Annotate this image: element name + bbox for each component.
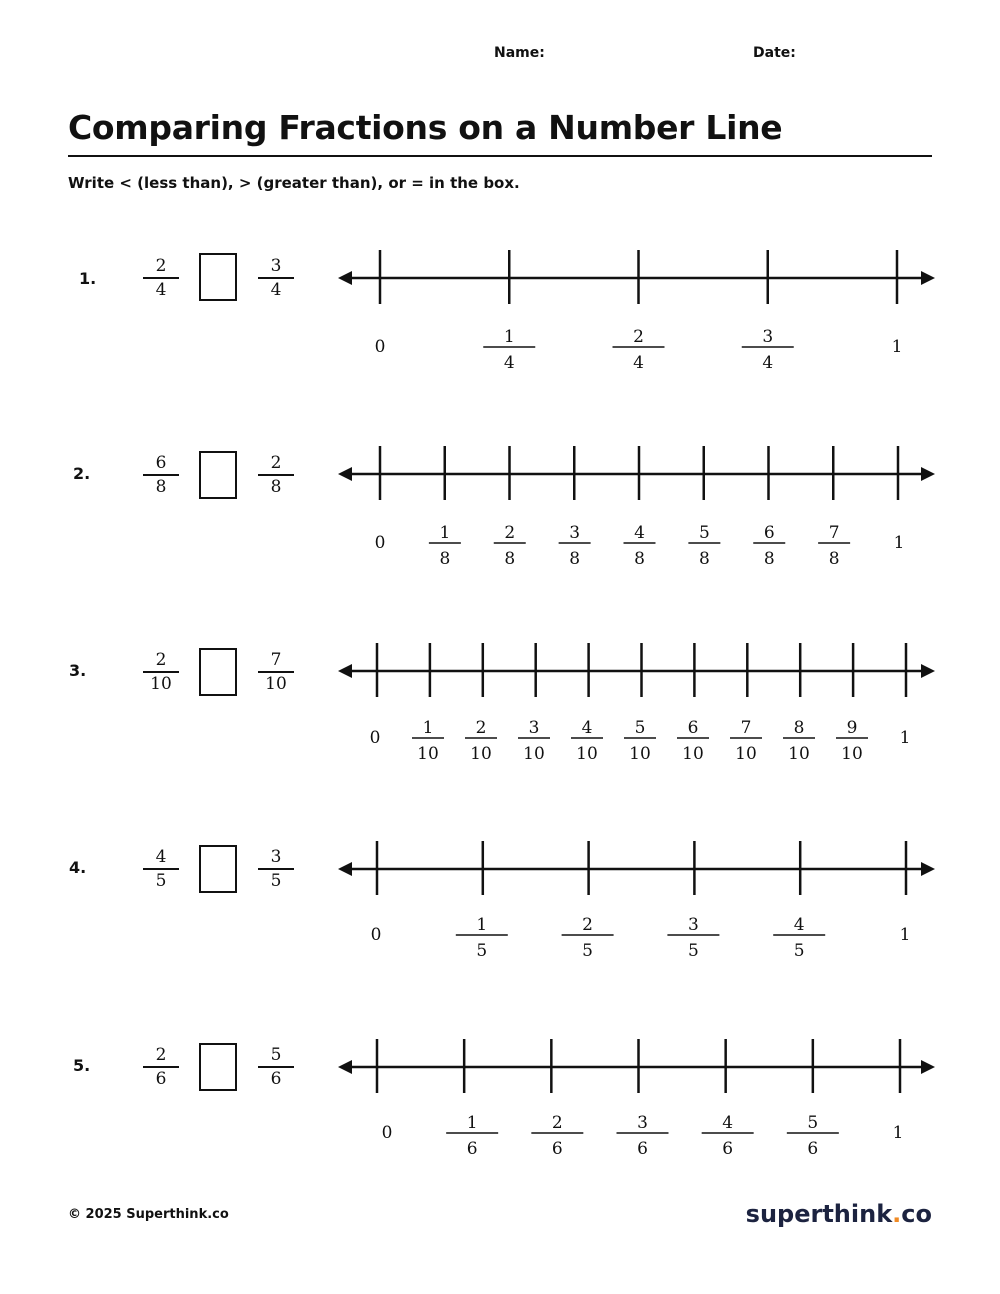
tick-label-denominator: 8 (828, 549, 840, 569)
brand-logo (746, 1200, 932, 1228)
problem-number: 5. (73, 1056, 91, 1075)
tick-label-numerator: 7 (828, 523, 840, 543)
tick-label-denominator: 6 (466, 1139, 478, 1159)
tick-label-denominator: 8 (634, 549, 645, 569)
problem-5 (0, 1018, 1000, 1168)
right-arrow (921, 1060, 935, 1074)
tick-label: 0 (381, 1123, 393, 1143)
tick-label-numerator: 5 (634, 718, 646, 738)
denominator: 4 (270, 279, 282, 300)
tick-label-denominator: 10 (523, 744, 545, 764)
problem-number: 1. (79, 269, 97, 288)
denominator: 6 (270, 1068, 282, 1089)
number-line (0, 623, 1000, 773)
tick-label-numerator: 1 (476, 915, 488, 935)
tick-label-numerator: 2 (504, 523, 516, 543)
denominator: 6 (155, 1068, 167, 1089)
tick-label-denominator: 6 (551, 1139, 563, 1159)
tick-label-numerator: 4 (722, 1113, 734, 1133)
tick-label-denominator: 8 (763, 549, 775, 569)
right-arrow (921, 467, 935, 481)
tick-label-numerator: 4 (634, 523, 645, 543)
tick-label: 0 (370, 925, 382, 945)
tick-label-numerator: 2 (551, 1113, 563, 1133)
tick-label: 1 (899, 925, 911, 945)
tick-label-denominator: 5 (476, 941, 488, 961)
problem-2 (0, 426, 1000, 576)
tick-label-numerator: 3 (637, 1113, 648, 1133)
problem-4 (0, 820, 1000, 970)
tick-label-numerator: 5 (698, 523, 710, 543)
number-line (0, 230, 1000, 380)
tick-label-denominator: 8 (439, 549, 451, 569)
right-arrow (921, 271, 935, 285)
tick-label-denominator: 10 (735, 744, 757, 764)
tick-label-denominator: 8 (569, 549, 581, 569)
tick-label-denominator: 10 (629, 744, 651, 764)
numerator: 6 (155, 453, 167, 473)
numerator: 3 (270, 256, 282, 276)
tick-label: 0 (374, 533, 386, 553)
tick-label-numerator: 2 (475, 718, 487, 738)
tick-label: 1 (892, 1123, 904, 1143)
tick-label-numerator: 6 (763, 523, 775, 543)
numerator: 7 (270, 650, 282, 670)
tick-label-denominator: 8 (504, 549, 516, 569)
number-line (0, 820, 1000, 970)
denominator: 10 (150, 673, 172, 694)
right-arrow (921, 862, 935, 876)
tick-label-numerator: 1 (466, 1113, 478, 1133)
tick-label-numerator: 7 (740, 718, 752, 738)
tick-label-numerator: 3 (762, 327, 774, 347)
brand-name: superthink (745, 1200, 893, 1228)
left-arrow (338, 1060, 352, 1074)
tick-label-denominator: 6 (637, 1139, 648, 1159)
numerator: 5 (270, 1045, 282, 1065)
tick-label-denominator: 5 (582, 941, 594, 961)
tick-label: 0 (369, 728, 381, 748)
numerator: 3 (270, 847, 282, 867)
tick-label-denominator: 10 (417, 744, 439, 764)
numerator: 2 (270, 453, 282, 473)
tick-label-numerator: 9 (846, 718, 858, 738)
name-label: Name: (494, 45, 545, 61)
tick-label: 0 (374, 337, 386, 357)
left-arrow (338, 862, 352, 876)
denominator: 5 (155, 870, 167, 891)
numerator: 2 (155, 1045, 167, 1065)
tick-label-denominator: 10 (841, 744, 863, 764)
tick-label-denominator: 10 (788, 744, 810, 764)
tick-label: 1 (893, 533, 905, 553)
tick-label: 1 (891, 337, 903, 357)
problem-number: 4. (69, 858, 87, 877)
denominator: 8 (270, 476, 282, 497)
numerator: 2 (155, 256, 167, 276)
instructions: Write < (less than), > (greater than), or = in the box. (68, 174, 520, 192)
tick-label-denominator: 10 (576, 744, 598, 764)
denominator: 8 (155, 476, 167, 497)
tick-label-numerator: 8 (793, 718, 805, 738)
tick-label-denominator: 4 (633, 353, 644, 373)
denominator: 4 (155, 279, 167, 300)
copyright: © 2025 Superthink.co (68, 1207, 229, 1222)
denominator: 5 (270, 870, 282, 891)
problem-1 (0, 230, 1000, 380)
denominator: 10 (265, 673, 287, 694)
date-label: Date: (753, 45, 796, 61)
tick-label-denominator: 10 (470, 744, 492, 764)
page-title: Comparing Fractions on a Number Line (68, 108, 783, 147)
tick-label-numerator: 5 (807, 1113, 819, 1133)
title-divider (68, 155, 932, 157)
problem-3 (0, 623, 1000, 773)
tick-label-numerator: 1 (503, 327, 515, 347)
tick-label-numerator: 4 (793, 915, 805, 935)
number-line (0, 1018, 1000, 1168)
brand-dot: . (892, 1200, 902, 1228)
right-arrow (921, 664, 935, 678)
tick-label-numerator: 1 (439, 523, 451, 543)
left-arrow (338, 664, 352, 678)
tick-label-numerator: 3 (569, 523, 581, 543)
numerator: 2 (155, 650, 167, 670)
left-arrow (338, 271, 352, 285)
tick-label-numerator: 3 (528, 718, 540, 738)
left-arrow (338, 467, 352, 481)
tick-label-denominator: 6 (722, 1139, 734, 1159)
brand-tld: co (901, 1200, 932, 1228)
tick-label-denominator: 4 (762, 353, 774, 373)
tick-label-numerator: 2 (633, 327, 644, 347)
tick-label-denominator: 5 (687, 941, 699, 961)
number-line (0, 426, 1000, 576)
tick-label-numerator: 3 (687, 915, 699, 935)
tick-label-denominator: 8 (698, 549, 710, 569)
problem-number: 3. (69, 661, 87, 680)
tick-label-numerator: 2 (582, 915, 594, 935)
tick-label-numerator: 6 (687, 718, 699, 738)
tick-label-denominator: 4 (503, 353, 515, 373)
tick-label: 1 (899, 728, 911, 748)
tick-label-denominator: 6 (807, 1139, 819, 1159)
tick-label-numerator: 4 (581, 718, 593, 738)
tick-label-denominator: 10 (682, 744, 704, 764)
problem-number: 2. (73, 464, 91, 483)
tick-label-denominator: 5 (793, 941, 805, 961)
numerator: 4 (155, 847, 167, 867)
tick-label-numerator: 1 (422, 718, 434, 738)
